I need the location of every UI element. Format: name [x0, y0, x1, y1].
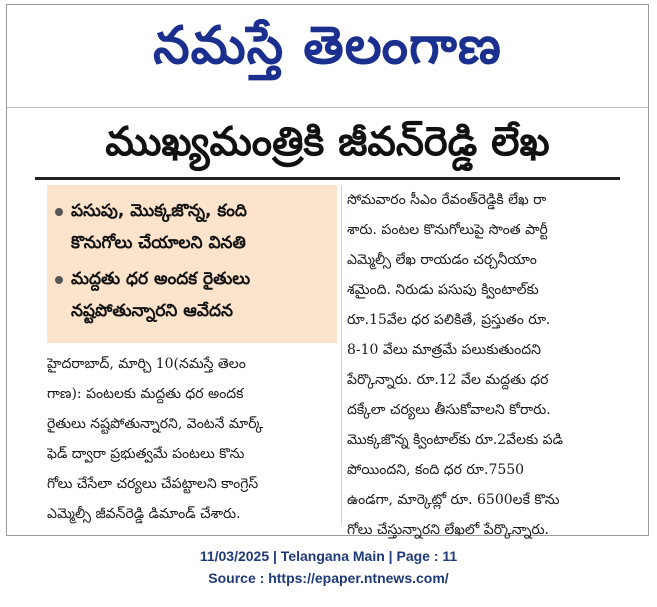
highlight-bullet-text: మద్దతు ధర అందక రైతులు నష్టపోతున్నారని ఆవేదన [71, 269, 251, 321]
body-line: గోలు చేస్తున్నారని లేఖలో పేర్కొన్నారు. [347, 522, 550, 538]
body-line: గోలు చేసేలా చర్యలు చేపట్టాలని కాంగ్రెస్ [47, 476, 259, 492]
body-line: సోమవారం సీఎం రేవంత్‌రెడ్డికి లేఖ రా [347, 192, 547, 208]
article-body-right-column [347, 185, 625, 545]
masthead-divider [7, 107, 648, 108]
headline-divider [35, 177, 620, 180]
body-line: రైతులు నష్టపోతున్నారని, వెంటనే మార్క్ [47, 416, 264, 432]
highlight-bullet-text: పసుపు, మొక్కజొన్న, కంది కొనుగోలు చేయాలని వినతి [71, 201, 247, 253]
body-line: పేర్కొన్నారు. రూ.12 వేల మద్దతు ధర [347, 372, 549, 388]
clipping-source: Source : https://epaper.ntnews.com/ [208, 570, 449, 586]
bullet-dot-icon [55, 276, 63, 284]
article-headline: ముఖ్యమంత్రికి జీవన్‌రెడ్డి లేఖ [105, 119, 550, 165]
bullet-dot-icon [55, 208, 63, 216]
body-line: హైదరాబాద్, మార్చి 10(నమస్తే తెలం [47, 356, 246, 372]
body-line: ఎమ్మెల్సీ జీవన్‌రెడ్డి డిమాండ్ చేశారు. [47, 506, 241, 522]
body-line: గాణ): పంటలకు మద్దతు ధర అందక [47, 386, 244, 402]
body-line: దక్కేలా చర్యలు తీసుకోవాలని కోరారు. [347, 402, 551, 418]
article-body-left-column [47, 349, 337, 529]
body-line: 8-10 వేలు మాత్రమే పలుకుతుందని [347, 342, 541, 358]
highlight-bullet [55, 263, 331, 327]
masthead-logo: నమస్తే తెలంగాణ [153, 16, 502, 76]
body-line: పోయిందని, కంది ధర రూ.7550 [347, 462, 525, 478]
body-line: ఉండగా, మార్కెట్లో రూ. 6500లకే కొను [347, 492, 560, 508]
highlight-box [47, 185, 337, 343]
body-line: శమైంది. నిరుడు పసుపు క్వింటాల్‌కు [347, 282, 539, 298]
body-line: ఫెడ్ ద్వారా ప్రభుత్వమే పంటలు కొను [47, 446, 245, 462]
clipping-frame [6, 4, 649, 536]
column-divider [341, 185, 342, 525]
body-line: ఎమ్మెల్సీ లేఖ రాయడం చర్చనీయాం [347, 252, 537, 268]
body-line: రూ.15వేల ధర పలికితే, ప్రస్తుతం రూ. [347, 312, 551, 328]
highlight-bullet [55, 195, 331, 259]
body-line: శారు. పంటల కొనుగోలుపై సొంత పార్టీ [347, 222, 548, 238]
clipping-date-page: 11/03/2025 | Telangana Main | Page : 11 [199, 548, 458, 564]
body-line: మొక్కజొన్న క్వింటాల్‌కు రూ.2వేలకు పడి [347, 432, 563, 448]
